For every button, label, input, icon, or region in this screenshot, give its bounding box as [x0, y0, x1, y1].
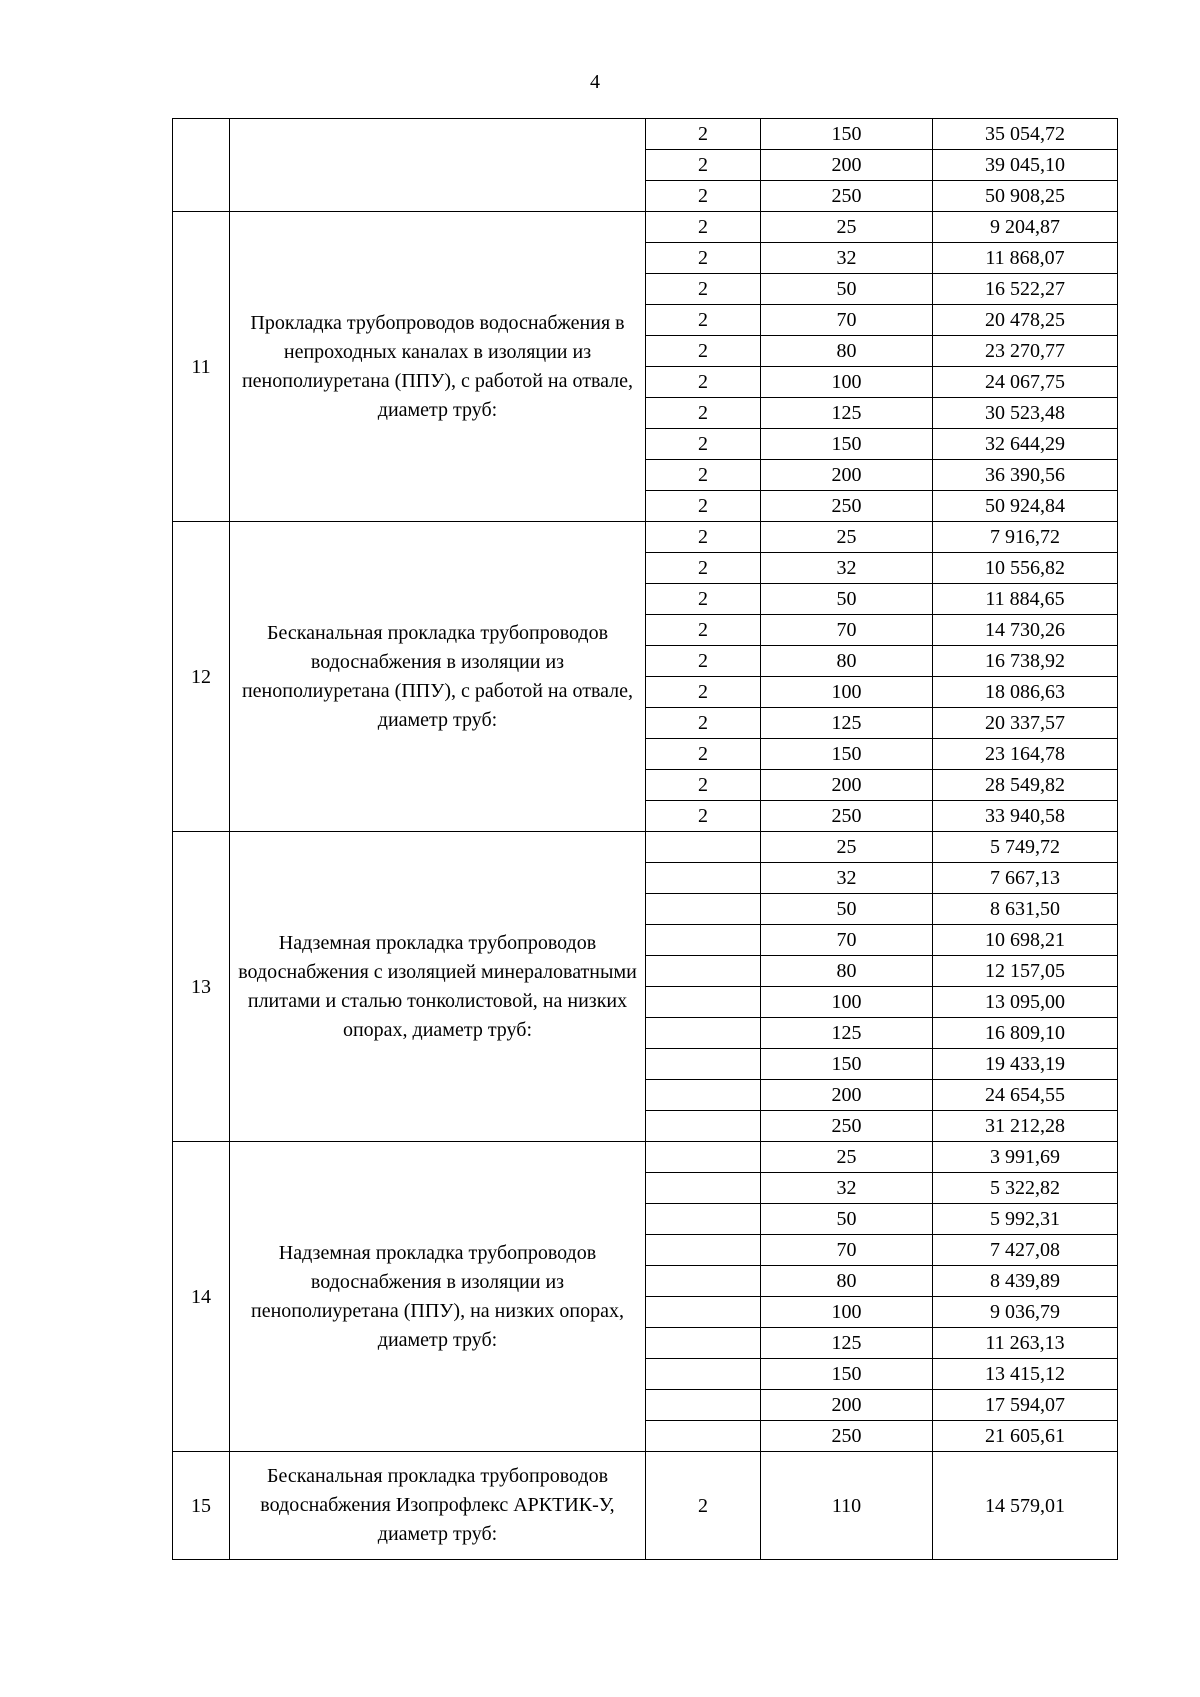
price-cell: 35 054,72	[933, 119, 1118, 150]
diameter-cell: 200	[761, 770, 933, 801]
diameter-cell: 200	[761, 1080, 933, 1111]
price-cell: 10 698,21	[933, 925, 1118, 956]
price-cell: 16 809,10	[933, 1018, 1118, 1049]
count-cell: 2	[646, 336, 761, 367]
price-cell: 14 730,26	[933, 615, 1118, 646]
price-cell: 3 991,69	[933, 1142, 1118, 1173]
count-cell	[646, 956, 761, 987]
count-cell: 2	[646, 522, 761, 553]
price-cell: 24 067,75	[933, 367, 1118, 398]
count-cell	[646, 1297, 761, 1328]
price-cell: 24 654,55	[933, 1080, 1118, 1111]
price-cell: 10 556,82	[933, 553, 1118, 584]
price-cell: 7 427,08	[933, 1235, 1118, 1266]
count-cell: 2	[646, 491, 761, 522]
count-cell	[646, 1359, 761, 1390]
price-cell: 8 439,89	[933, 1266, 1118, 1297]
count-cell	[646, 832, 761, 863]
count-cell: 2	[646, 553, 761, 584]
count-cell: 2	[646, 305, 761, 336]
table-row	[173, 1452, 1118, 1560]
table-row	[173, 212, 1118, 243]
count-cell	[646, 1235, 761, 1266]
diameter-cell: 250	[761, 1111, 933, 1142]
count-cell	[646, 1421, 761, 1452]
table-row	[173, 119, 1118, 150]
price-cell: 39 045,10	[933, 150, 1118, 181]
count-cell: 2	[646, 429, 761, 460]
diameter-cell: 70	[761, 615, 933, 646]
table-body	[173, 119, 1118, 1560]
price-cell: 30 523,48	[933, 398, 1118, 429]
diameter-cell: 250	[761, 1421, 933, 1452]
count-cell: 2	[646, 460, 761, 491]
item-description-cell: Прокладка трубопроводов водоснабжения в непроходных каналах в изоляции из пенополиуретана (ППУ), с работой на отвале, диаметр труб:	[230, 212, 646, 522]
diameter-cell: 150	[761, 1049, 933, 1080]
count-cell	[646, 1111, 761, 1142]
count-cell: 2	[646, 708, 761, 739]
count-cell	[646, 1018, 761, 1049]
price-cell: 11 868,07	[933, 243, 1118, 274]
item-description-cell	[230, 119, 646, 212]
item-description-cell: Бесканальная прокладка трубопроводов водоснабжения Изопрофлекс АРКТИК-У, диаметр труб:	[230, 1452, 646, 1560]
price-cell: 16 522,27	[933, 274, 1118, 305]
price-cell: 9 204,87	[933, 212, 1118, 243]
page-number: 4	[590, 71, 600, 93]
table-row	[173, 832, 1118, 863]
diameter-cell: 250	[761, 181, 933, 212]
price-cell: 23 164,78	[933, 739, 1118, 770]
diameter-cell: 80	[761, 1266, 933, 1297]
diameter-cell: 50	[761, 584, 933, 615]
diameter-cell: 200	[761, 1390, 933, 1421]
item-number-cell: 15	[173, 1452, 230, 1560]
count-cell: 2	[646, 801, 761, 832]
diameter-cell: 50	[761, 274, 933, 305]
count-cell: 2	[646, 150, 761, 181]
diameter-cell: 70	[761, 1235, 933, 1266]
item-number-cell: 13	[173, 832, 230, 1142]
price-cell: 23 270,77	[933, 336, 1118, 367]
diameter-cell: 32	[761, 1173, 933, 1204]
count-cell	[646, 1328, 761, 1359]
price-cell: 16 738,92	[933, 646, 1118, 677]
count-cell	[646, 1204, 761, 1235]
diameter-cell: 100	[761, 987, 933, 1018]
count-cell	[646, 863, 761, 894]
item-number-cell: 11	[173, 212, 230, 522]
diameter-cell: 125	[761, 1018, 933, 1049]
count-cell: 2	[646, 677, 761, 708]
price-cell: 5 749,72	[933, 832, 1118, 863]
count-cell	[646, 925, 761, 956]
diameter-cell: 32	[761, 863, 933, 894]
price-cell: 8 631,50	[933, 894, 1118, 925]
count-cell: 2	[646, 615, 761, 646]
price-cell: 20 478,25	[933, 305, 1118, 336]
diameter-cell: 32	[761, 553, 933, 584]
diameter-cell: 32	[761, 243, 933, 274]
count-cell	[646, 1173, 761, 1204]
price-cell: 19 433,19	[933, 1049, 1118, 1080]
diameter-cell: 150	[761, 739, 933, 770]
count-cell: 2	[646, 274, 761, 305]
item-description-cell: Надземная прокладка трубопроводов водоснабжения с изоляцией минераловатными плитами и сталью тонколистовой, на низких опорах, диаметр труб:	[230, 832, 646, 1142]
price-cell: 7 916,72	[933, 522, 1118, 553]
diameter-cell: 100	[761, 677, 933, 708]
count-cell	[646, 1080, 761, 1111]
table-row	[173, 522, 1118, 553]
price-cell: 28 549,82	[933, 770, 1118, 801]
count-cell: 2	[646, 646, 761, 677]
count-cell: 2	[646, 367, 761, 398]
count-cell: 2	[646, 739, 761, 770]
price-cell: 50 924,84	[933, 491, 1118, 522]
count-cell	[646, 1142, 761, 1173]
count-cell	[646, 1266, 761, 1297]
diameter-cell: 50	[761, 894, 933, 925]
diameter-cell: 150	[761, 1359, 933, 1390]
diameter-cell: 150	[761, 429, 933, 460]
diameter-cell: 200	[761, 460, 933, 491]
price-cell: 11 884,65	[933, 584, 1118, 615]
diameter-cell: 125	[761, 1328, 933, 1359]
diameter-cell: 100	[761, 1297, 933, 1328]
price-cell: 21 605,61	[933, 1421, 1118, 1452]
diameter-cell: 150	[761, 119, 933, 150]
price-cell: 36 390,56	[933, 460, 1118, 491]
diameter-cell: 250	[761, 491, 933, 522]
price-table	[172, 118, 1118, 1560]
table-row	[173, 1142, 1118, 1173]
diameter-cell: 80	[761, 336, 933, 367]
price-cell: 33 940,58	[933, 801, 1118, 832]
diameter-cell: 50	[761, 1204, 933, 1235]
count-cell: 2	[646, 212, 761, 243]
count-cell: 2	[646, 584, 761, 615]
price-cell: 5 992,31	[933, 1204, 1118, 1235]
diameter-cell: 110	[761, 1452, 933, 1560]
item-description-cell: Бесканальная прокладка трубопроводов водоснабжения в изоляции из пенополиуретана (ППУ), с работой на отвале, диаметр труб:	[230, 522, 646, 832]
price-cell: 11 263,13	[933, 1328, 1118, 1359]
price-cell: 9 036,79	[933, 1297, 1118, 1328]
count-cell	[646, 987, 761, 1018]
count-cell	[646, 1390, 761, 1421]
diameter-cell: 25	[761, 832, 933, 863]
diameter-cell: 250	[761, 801, 933, 832]
count-cell	[646, 1049, 761, 1080]
diameter-cell: 125	[761, 398, 933, 429]
price-cell: 7 667,13	[933, 863, 1118, 894]
price-cell: 20 337,57	[933, 708, 1118, 739]
price-cell: 18 086,63	[933, 677, 1118, 708]
price-cell: 5 322,82	[933, 1173, 1118, 1204]
price-cell: 14 579,01	[933, 1452, 1118, 1560]
price-cell: 17 594,07	[933, 1390, 1118, 1421]
diameter-cell: 80	[761, 646, 933, 677]
count-cell: 2	[646, 181, 761, 212]
price-cell: 32 644,29	[933, 429, 1118, 460]
count-cell: 2	[646, 243, 761, 274]
diameter-cell: 25	[761, 1142, 933, 1173]
price-cell: 50 908,25	[933, 181, 1118, 212]
price-cell: 31 212,28	[933, 1111, 1118, 1142]
diameter-cell: 100	[761, 367, 933, 398]
price-cell: 13 095,00	[933, 987, 1118, 1018]
item-number-cell: 12	[173, 522, 230, 832]
count-cell: 2	[646, 770, 761, 801]
diameter-cell: 200	[761, 150, 933, 181]
price-cell: 13 415,12	[933, 1359, 1118, 1390]
diameter-cell: 25	[761, 522, 933, 553]
price-cell: 12 157,05	[933, 956, 1118, 987]
count-cell	[646, 894, 761, 925]
item-description-cell: Надземная прокладка трубопроводов водоснабжения в изоляции из пенополиуретана (ППУ), на низких опорах, диаметр труб:	[230, 1142, 646, 1452]
count-cell: 2	[646, 119, 761, 150]
diameter-cell: 70	[761, 305, 933, 336]
count-cell: 2	[646, 1452, 761, 1560]
diameter-cell: 125	[761, 708, 933, 739]
item-number-cell	[173, 119, 230, 212]
diameter-cell: 80	[761, 956, 933, 987]
diameter-cell: 70	[761, 925, 933, 956]
item-number-cell: 14	[173, 1142, 230, 1452]
diameter-cell: 25	[761, 212, 933, 243]
count-cell: 2	[646, 398, 761, 429]
